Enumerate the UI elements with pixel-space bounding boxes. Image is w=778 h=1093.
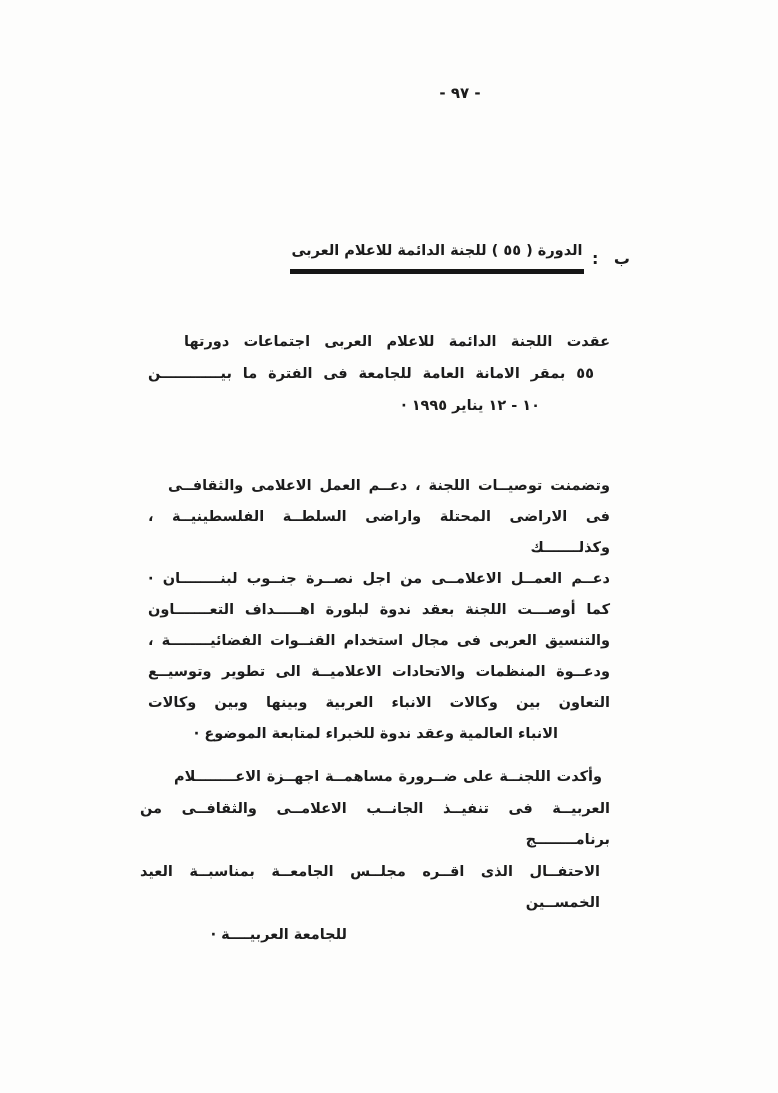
text-line: ودعــوة المنظمات والاتحادات الاعلاميــة الى تطوير وتوسيــع: [148, 664, 610, 680]
text-line: والتنسيق العربى فى مجال استخدام القنــوات الفضائيــــــــة ،: [148, 633, 610, 649]
paragraph-session-meetings: [148, 326, 610, 422]
paragraph-recommendations: [148, 471, 610, 750]
section-title: الدورة ( ٥٥ ) للجنة الدائمة للاعلام العربى: [290, 243, 584, 274]
text-line: وتضمنت توصيــات اللجنة ، دعــم العمل الاعلامى والثقافــى: [168, 478, 610, 494]
text-line: التعاون بين وكالات الانباء العربية وبينها وبين وكالات: [148, 695, 610, 711]
text-line: الاحتفــال الذى اقــره مجلــس الجامعــة بمناسبــة العيد الخمســين: [140, 863, 600, 911]
text-line: الانباء العالمية وعقد ندوة للخبراء لمتابعة الموضوع ·: [193, 726, 558, 742]
paragraph-anniversary: [140, 762, 610, 951]
section-label: ب :: [591, 249, 630, 268]
text-line: وأكدت اللجنــة على ضــرورة مساهمــة اجهــزة الاعــــــــلام: [174, 769, 602, 785]
text-line: ١٠ - ١٢ يناير ١٩٩٥ ·: [401, 398, 540, 414]
text-line: عقدت اللجنة الدائمة للاعلام العربى اجتماعات دورتها: [184, 334, 610, 350]
text-line: فى الاراضى المحتلة واراضى السلطــة الفلسطينيــة ، وكذلـــــــك: [148, 509, 610, 556]
text-line: العربيــة فى تنفيــذ الجانــب الاعلامــى والثقافــى من برنامــــــــج: [140, 800, 610, 848]
text-line: دعــم العمــل الاعلامــى من اجل نصــرة جنــوب لبنــــــــان ·: [148, 571, 610, 587]
text-line: كما أوصـــت اللجنة بعقد ندوة لبلورة اهـــــداف التعـــــــاون: [148, 602, 610, 618]
text-line: ٥٥ بمقر الامانة العامة للجامعة فى الفترة ما بيــــــــــــن: [148, 366, 594, 382]
page-number: - ٩٧ -: [439, 84, 481, 102]
text-line: للجامعة العربيــــة ·: [210, 926, 347, 943]
